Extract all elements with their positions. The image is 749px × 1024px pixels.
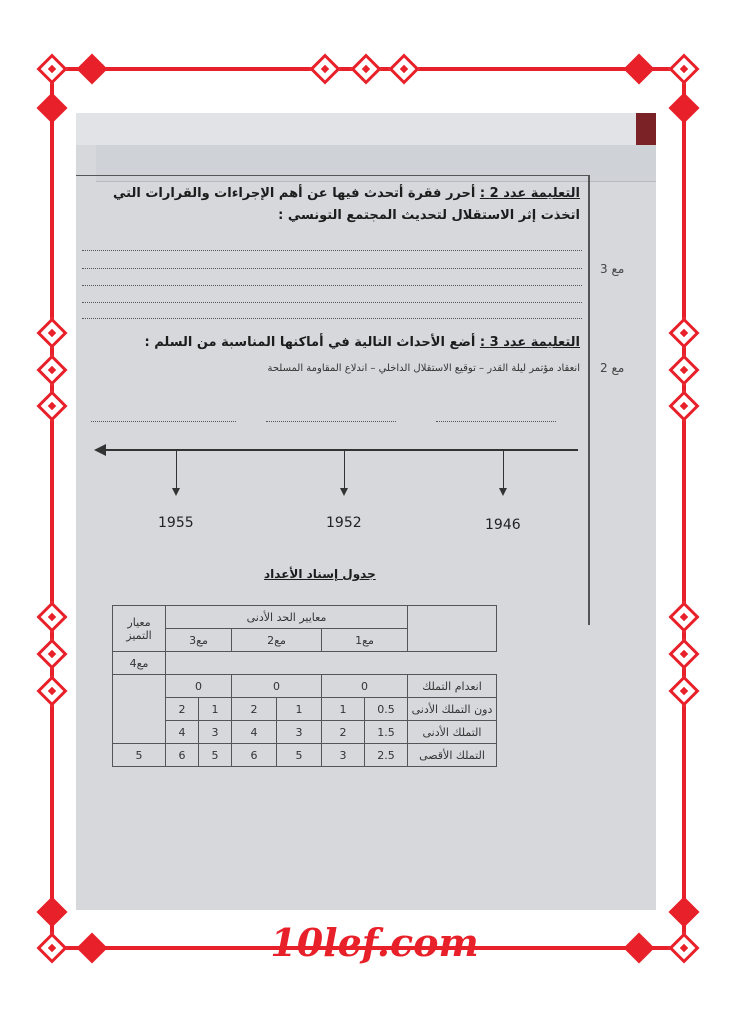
row-label: دون التملك الأدنى (408, 698, 497, 721)
instruction-2 (80, 183, 580, 227)
frame-ornament (36, 92, 67, 123)
frame-ornament (76, 53, 107, 84)
table-cell: 3 (199, 721, 232, 744)
frame-ornament (350, 53, 381, 84)
table-cell: 6 (166, 744, 199, 767)
instruction-3-label: التعليمة عدد 3 : (479, 335, 580, 350)
events-list: انعقاد مؤتمر ليلة القدر – توقيع الاستقلال الداخلي – اندلاع المقاومة المسلحة (267, 363, 580, 374)
instruction-2-label: التعليمة عدد 2 : (479, 186, 580, 201)
timeline-tick (503, 450, 504, 490)
timeline-axis (98, 449, 578, 451)
table-row (113, 744, 497, 767)
table-cell: 5 (199, 744, 232, 767)
frame-ornament (668, 92, 699, 123)
table-cell: 6 (232, 744, 277, 767)
timeline-tick-arrow (340, 488, 348, 496)
table-cell: 0 (232, 675, 322, 698)
table-cell: 1 (322, 698, 365, 721)
table-title: جدول إسناد الأعداد (264, 567, 376, 581)
exam-sheet (76, 145, 656, 910)
row-label: انعدام التملك (408, 675, 497, 698)
frame-ornament (623, 53, 654, 84)
margin-rule (588, 175, 590, 625)
frame-left-line (50, 67, 54, 950)
frame-ornament (36, 354, 67, 385)
table-cell: 0 (166, 675, 232, 698)
previous-page-edge (76, 113, 636, 147)
criterion-2: مع2 (232, 629, 322, 652)
frame-ornament (668, 53, 699, 84)
table-cell: 0 (322, 675, 408, 698)
table-row (113, 721, 497, 744)
year-1946: 1946 (485, 517, 521, 533)
event-slot (91, 421, 236, 422)
answer-line (82, 302, 582, 303)
year-1952: 1952 (326, 515, 362, 531)
frame-ornament (668, 638, 699, 669)
table-row (113, 606, 497, 629)
table-cell: 2 (322, 721, 365, 744)
excellence-header: معيار التميز (113, 606, 166, 652)
event-slot (266, 421, 396, 422)
answer-line (82, 250, 582, 251)
answer-line (82, 285, 582, 286)
frame-ornament (36, 675, 67, 706)
table-cell: 2 (232, 698, 277, 721)
frame-ornament (36, 601, 67, 632)
table-cell: 2 (166, 698, 199, 721)
grading-table (112, 605, 497, 767)
frame-ornament (309, 53, 340, 84)
table-cell: 4 (166, 721, 199, 744)
criterion-3: مع3 (166, 629, 232, 652)
section-rule (76, 175, 588, 176)
table-cell: 5 (277, 744, 322, 767)
criterion-1: مع1 (322, 629, 408, 652)
table-cell: 3 (322, 744, 365, 767)
frame-ornament (36, 53, 67, 84)
event-slot (436, 421, 556, 422)
instruction-2-text: أحرر فقرة أتحدث فيها عن أهم الإجراءات والقرارات التي اتخذت إثر الاستقلال لتحديث المجتمع التونسي : (113, 186, 580, 223)
m4-cell: 5 (113, 744, 166, 767)
table-row (113, 698, 497, 721)
frame-ornament (668, 675, 699, 706)
frame-ornament (668, 354, 699, 385)
timeline-arrowhead (94, 444, 106, 456)
timeline-tick-arrow (172, 488, 180, 496)
frame-ornament (388, 53, 419, 84)
row-label: التملك الأقصى (408, 744, 497, 767)
frame-ornament (668, 601, 699, 632)
table-cell: 1.5 (365, 721, 408, 744)
criterion-4: مع4 (113, 652, 166, 675)
table-row (113, 652, 497, 675)
table-cell: 0.5 (365, 698, 408, 721)
year-1955: 1955 (158, 515, 194, 531)
answer-line (82, 268, 582, 269)
timeline-tick (344, 450, 345, 490)
min-criteria-header: معايير الحد الأدنى (166, 606, 408, 629)
row-label: التملك الأدنى (408, 721, 497, 744)
site-watermark: 10lef.com (270, 920, 479, 965)
sheet-fold (96, 145, 656, 182)
instruction-3 (80, 335, 580, 350)
answer-line (82, 318, 582, 319)
table-cell: 2.5 (365, 744, 408, 767)
frame-ornament (668, 317, 699, 348)
corner-cell (408, 606, 497, 652)
frame-ornament (36, 317, 67, 348)
margin-mark-2: مع 2 (600, 361, 625, 375)
table-cell: 4 (232, 721, 277, 744)
table-cell: 1 (277, 698, 322, 721)
instruction-3-text: أضع الأحداث التالية في أماكنها المناسبة من السلم : (144, 335, 476, 350)
table-cell: 3 (277, 721, 322, 744)
exam-photo (76, 113, 656, 910)
table-cell: 1 (199, 698, 232, 721)
table-row (113, 675, 497, 698)
timeline-tick (176, 450, 177, 490)
timeline-tick-arrow (499, 488, 507, 496)
frame-ornament (36, 638, 67, 669)
m4-cell (113, 675, 166, 744)
frame-ornament (668, 390, 699, 421)
frame-right-line (682, 67, 686, 950)
frame-ornament (36, 390, 67, 421)
margin-mark-1: مع 3 (600, 262, 625, 276)
